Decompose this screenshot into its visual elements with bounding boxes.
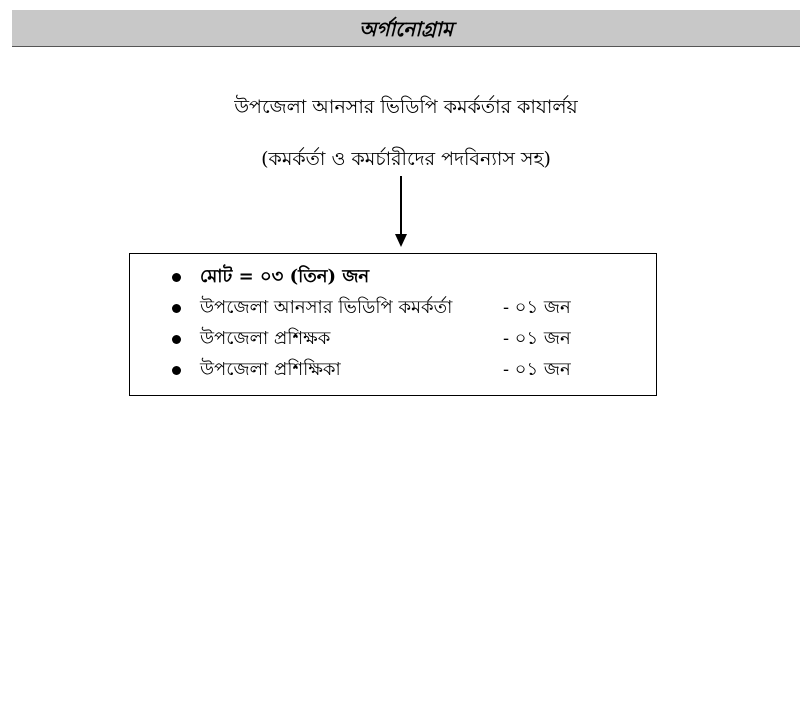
bullet-icon [172,366,181,375]
post-count: - ০১ জন [503,328,571,349]
post-count: - ০১ জন [503,297,571,318]
list-item-total [130,263,656,291]
office-heading: উপজেলা আনসার ভিডিপি কমর্কর্তার কাযার্লয় [234,96,578,118]
post-title: উপজেলা আনসার ভিডিপি কমর্কর্তা [200,297,453,318]
title-bar [12,10,800,47]
page-title: অর্গানোগ্রাম [359,17,453,41]
down-arrow-icon [393,176,409,248]
bullet-icon [172,335,181,344]
total-label: মোট = ০৩ (তিন) জন [200,266,370,287]
list-item [130,294,656,322]
bullet-icon [172,304,181,313]
bullet-icon [172,273,181,282]
list-item [130,356,656,384]
staff-box [129,253,657,396]
post-count: - ০১ জন [503,359,571,380]
post-title: উপজেলা প্রশিক্ষক [200,328,331,349]
office-subheading: (কমর্কর্তা ও কমর্চারীদের পদবিন্যাস সহ) [261,148,551,170]
post-title: উপজেলা প্রশিক্ষিকা [200,359,341,380]
list-item [130,325,656,353]
